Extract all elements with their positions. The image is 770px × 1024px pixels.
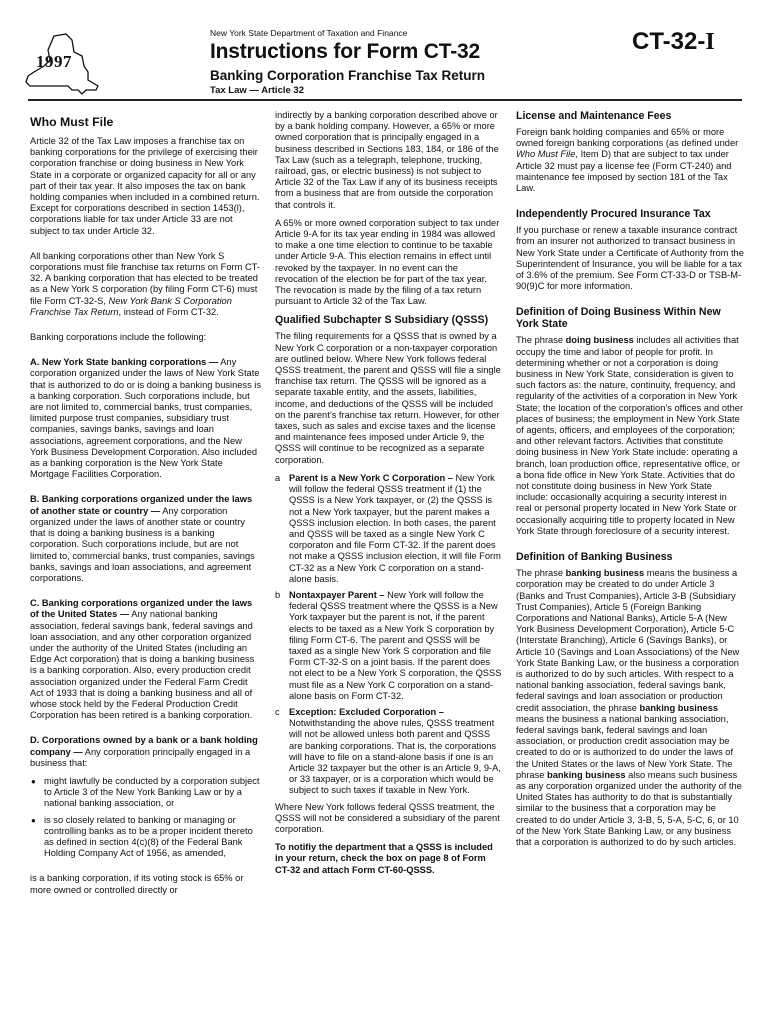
license-fees-heading: License and Maintenance Fees — [516, 110, 672, 122]
item-c-paragraph: C. Banking corporations organized under the laws of the United States — Any national banking association, federal savings bank, federal savings and loan association, and any other corporation organized under the authority of the United States (including an Edge Act corporation) that is doing a banking business is a banking corporation. Also, every production credit association organized under the Federal Farm Credit Act of 1933 that is doing a banking business and all of whose stock held by the Federal Production Credit Corporation has been retired is a banking corporation. — [30, 598, 255, 721]
tax-law-reference: Tax Law — Article 32 — [210, 85, 304, 96]
form-code — [632, 28, 715, 56]
qsss-item-b: b Nontaxpayer Parent – New York will follow the federal QSSS treatment where the QSSS is a New York taxpayer but the parent is not, if the parent elects to be taxed as a New York S corporation by filing Form CT-6. The parent and QSSS will be taxed as a single New York S corporation and file Form CT-32-S on a joint basis. If the parent does not elect to be a New York S corporation, the QSSS must file as a New York C corporation on a stand-alone basis on Form CT-32. — [275, 589, 502, 701]
who-must-file-paragraph: Article 32 of the Tax Law imposes a franchise tax on banking corporations for the privilege of exercising their corporation franchise or doing business in New York State in a corporate or organized capacity for all or any part of their tax year. It also imposes the tax on bank holding companies when included in a combined return. Except for corporations described in section 1453(l), corporations liable for tax under Article 33 are not subject to tax under Article 32. — [30, 136, 260, 236]
item-d-paragraph: D. Corporations owned by a bank or a bank holding company — Any corporation principally engaged in a business that: — [30, 735, 258, 768]
article-9a-election-paragraph: A 65% or more owned corporation subject to tax under Article 9-A for its tax year ending in 1984 was allowed to make a one time election to continue to be taxable under Article 9-A. This election remains in effect until revoked by the taxpayer. In no event can the revocation of the election be for part of the tax year. The revocation is made by the filing of a tax return pursuant to Article 32 of the Tax Law. — [275, 217, 500, 307]
owned-corporation-paragraph: indirectly by a banking corporation described above or by a bank holding company. However, a 65% or more owned corporation that is principally engaged in a business described in Sections 183, 184, or 186 of the Tax Law (such as a telegraph, telephone, trucking, railroad, gas, or electric business) is not subject to Article 32 of the Tax Law if any of its business receipts from a business that are from outside the corporation that controls it. — [275, 110, 499, 210]
insurance-tax-paragraph: If you purchase or renew a taxable insurance contract from an insurer not authorized to transact business in New York State under a Certificate of Authority from the Superintendent of Insurance, you will be liable for a tax of 3.6% of the premium. See Form CT-33-D or TSB-M-90(9)C for more information. — [516, 225, 744, 292]
column-2 — [275, 110, 503, 883]
license-fees-paragraph: Foreign bank holding companies and 65% or more owned foreign banking corporations (as defined under Who Must File, Item D) that are subject to tax under Article 32 must pay a license fee (Form CT-240) and maintenance fee imposed by section 181 of the Tax Law. — [516, 127, 739, 194]
item-a-paragraph: A. New York State banking corporations — Any corporation organized under the laws of New York State that is authorized to do or is doing a banking business is a banking corporation. Such corporations include, but are not limited to, commercial banks, trust companies, limited purpose trust companies, subsidiary trust companies, savings banks, savings and loan associations, agreement corporations, and the New York Business Development Corporation. Also included as a banking corporation is the New York State Mortgage Facilities Corporation. — [30, 357, 262, 480]
who-must-file-heading: Who Must File — [30, 115, 114, 129]
tax-year: 1997 — [36, 52, 72, 71]
form-header — [0, 0, 770, 110]
item-b-paragraph: B. Banking corporations organized under the laws of another state or country — Any corporation organized under the laws of another state or country that is doing a banking business is a banking corporation. Such corporations include, but are not limited to, commercial banks, trust companies, savings banks, savings and loan associations, and agreement corporations. — [30, 494, 255, 583]
item-d-bullet-list — [30, 776, 262, 859]
qsss-heading: Qualified Subchapter S Subsidiary (QSSS) — [275, 314, 489, 327]
banking-corporations-intro: Banking corporations include the following: — [30, 332, 207, 343]
qsss-item-c: c Exception: Excluded Corporation – Notwithstanding the above rules, QSSS treatment will not be allowed unless both parent and QSSS are banking corporations. That is, the corporations will have to file on a stand-alone basis if one is an Article 32 taxpayer but the other is an Article 9, 9-A, or 33 taxpayer, or is a corporation which would be subject to such taxes if taxable in New York. — [275, 706, 501, 796]
list-item: ● is so closely related to banking or managing or controlling banks as to be a proper incident thereto as defined in section 4(c)(8) of the Federal Bank Holding Company Act of 1956, as amended, — [30, 815, 262, 860]
form-code-suffix: I — [705, 29, 715, 55]
column-1 — [30, 110, 262, 903]
page-subtitle: Banking Corporation Franchise Tax Return — [210, 68, 486, 83]
item-d-continuation: is a banking corporation, if its voting stock is 65% or more owned or controlled directly or — [30, 873, 244, 895]
qsss-subsidiary-paragraph: Where New York follows federal QSSS treatment, the QSSS will not be considered a subsidiary of the parent corporation. — [275, 801, 500, 834]
column-3 — [516, 110, 744, 855]
doing-business-heading: Definition of Doing Business Within New York State — [516, 306, 721, 331]
page-title: Instructions for Form CT-32 — [210, 40, 480, 63]
insurance-tax-heading: Independently Procured Insurance Tax — [516, 208, 711, 221]
s-corporation-paragraph: All banking corporations other than New York S corporations must file franchise tax returns on Form CT-32. A banking corporation that has elected to be treated as a New York S corporation (by filing Form CT-6) must file Form CT-32-S, New York Bank S Corporation Franchise Tax Return, instead of Form CT-32. — [30, 250, 260, 317]
form-code-prefix: CT-32- — [632, 28, 706, 55]
header-divider — [28, 99, 742, 101]
department-name: New York State Department of Taxation and Finance — [210, 28, 408, 38]
qsss-paragraph: The filing requirements for a QSSS that is owned by a New York C corporation or a non-taxpayer corporation are outlined below. Where New York follows federal QSSS treatment, the parent and QSSS will file a single franchise tax return. The QSSS will be ignored as a separate taxable entity, and the assets, liabilities, income, and deductions of the QSSS will be included on the parent’s franchise tax return. However, for other taxes, such as sales and excise taxes and the license and maintenance fees imposed under Article 9, the QSSS will continue to be recognized as a separate corporation. — [275, 331, 501, 465]
qsss-notification-paragraph: To notifiy the department that a QSSS is included in your return, check the box on page 8 of Form CT-32 and attach Form CT-60-QSSS. — [275, 842, 493, 875]
qsss-item-a: a Parent is a New York C Corporation – New York will follow the federal QSSS treatment if (1) the QSSS is a New York taxpayer, or (2) the QSSS is not a New York taxpayer, but the parent makes a QSSS inclusion election. In both cases, the parent and QSSS will be taxed as a single New York C corporaton and file Form CT-32. If the parent does not make a QSSS inclusion election, it will file Form CT-32 as a New York C corporation on a stand-alone basis. — [275, 472, 501, 584]
list-item: ● might lawfully be conducted by a corporation subject to Article 3 of the New York Banking Law or by a national banking association, or — [30, 776, 262, 810]
banking-business-paragraph: The phrase banking business means the business a corporation may be created to do under Article 3 (Banks and Trust Companies), Article 3-B (Subsidiary Trust Companies), Article 5 (Foreign Banking Corporations and National Banks), Article 5-A (New York Business Development Corporation), Article 5-C (Interstate Branching), Article 6 (Savings Banks), or Article 10 (Savings and Loan Associations) of the New York State Banking Law, or the business a corporation is authorized to do by such articles. With respect to a national banking association, federal savings bank, federal savings and loan association or production credit association, the phrase banking business means the business a national banking association, federal savings bank, federal savings and loan association, or production credit association may be created to do or is authorized to do under the laws of the United States or the laws of New York State. The phrase banking business also means such business as any corporation organized under the authority of the United States has authority to do that is substantially similar to the business that a corporation may be created to do under Article 3, 3-B, 5, 5-A, 5-C, 6, or 10 of the New York State Banking Law, or any business that a corporation is authorized to do by such articles. — [516, 568, 742, 847]
banking-business-heading: Definition of Banking Business — [516, 551, 673, 564]
doing-business-paragraph: The phrase doing business includes all activities that occupy the time and labor of people for profit. In determining whether or not a corporation is doing business in New York State, consideration is given to such factors as: the nature, continuity, frequency, and regularity of the activities of a corporation in New York State; the location of the corporation’s offices and other places of business; the employment in New York State of agents, officers, and employees of the corporation; and other relevant factors. Activities that constitute doing business in New York State include: operating a branch, loan production office, representative office, or a bona fide office in New York State. Activities that do not constitute doing business in New York State include: occasionally acquiring a security interest in real or personal property located in New York State or occasionally acquiring title to property located in New York State through foreclosure of a security interest. — [516, 335, 744, 536]
